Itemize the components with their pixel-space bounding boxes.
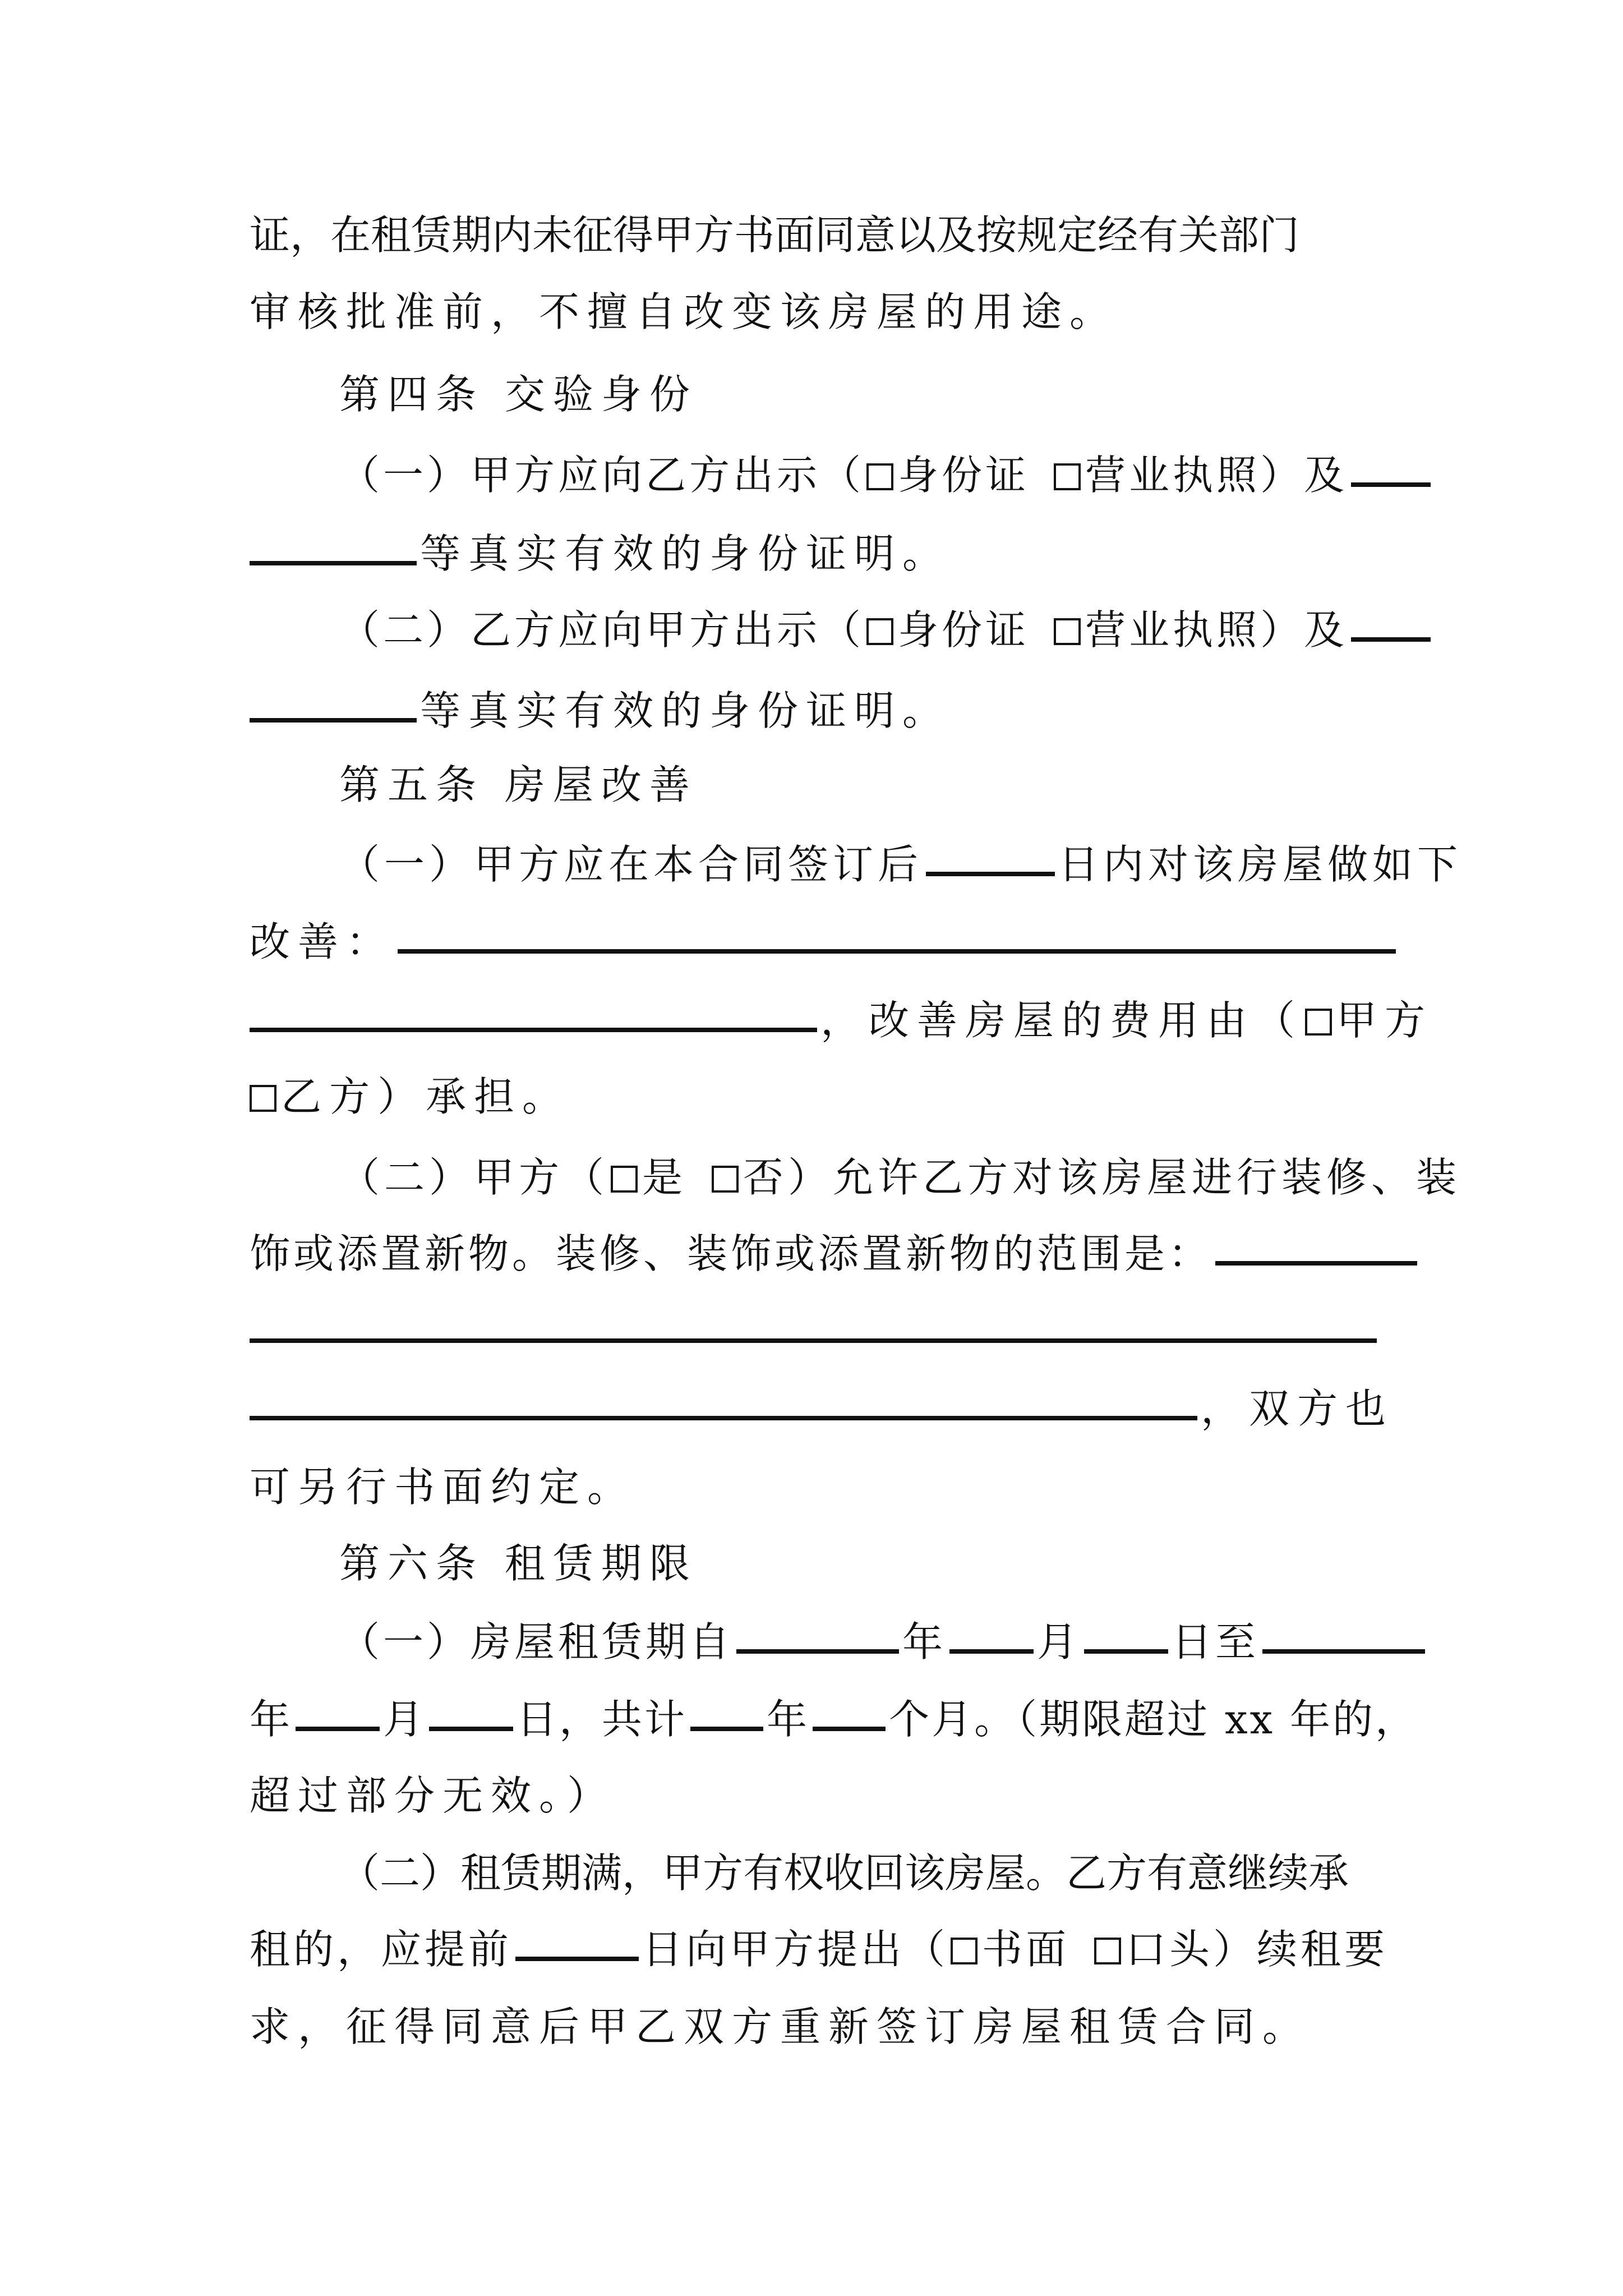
paragraph-text: 审核批准前，不擅自改变该房屋的用途。 xyxy=(250,288,1118,335)
article-6-item-1-cont xyxy=(250,1754,1382,1838)
clause-text: ，双方也 xyxy=(1201,1385,1394,1432)
article-5-item-2 xyxy=(339,1135,1461,1220)
total-months-field[interactable] xyxy=(813,1727,886,1731)
article-6-heading xyxy=(339,1521,1382,1605)
business-license-checkbox[interactable] xyxy=(1054,618,1081,645)
clause-text: 租的，应提前 xyxy=(250,1926,513,1973)
blank-field[interactable] xyxy=(926,872,1055,876)
clause-text: 饰或添置新物。装修、装饰或添置新物的范围是： xyxy=(250,1230,1212,1277)
article-5-item-1-cont xyxy=(250,900,1382,984)
checkbox-label: 甲方 xyxy=(1336,997,1433,1044)
blank-field[interactable] xyxy=(1351,482,1431,487)
party-a-checkbox[interactable] xyxy=(1305,1009,1332,1036)
article-title: 第四条 交验身份 xyxy=(339,371,698,418)
start-month-field[interactable] xyxy=(949,1649,1034,1654)
article-5-item-1-cont xyxy=(250,978,1433,1062)
total-years-field[interactable] xyxy=(690,1727,763,1731)
clause-text: 求，征得同意后甲乙双方重新签订房屋租赁合同。 xyxy=(250,2003,1311,2050)
clause-text: 日至 xyxy=(1172,1618,1260,1665)
checkbox-label: 乙方）承担。 xyxy=(281,1073,571,1120)
business-license-checkbox[interactable] xyxy=(1054,463,1081,490)
clause-text: （一）甲方应在本合同签订后 xyxy=(339,841,923,888)
article-5-item-1 xyxy=(339,822,1463,907)
clause-text: 月 xyxy=(383,1696,426,1743)
checkbox-label: 营业执照）及 xyxy=(1085,452,1348,499)
blank-field[interactable] xyxy=(1351,637,1431,642)
clause-text: 年 xyxy=(902,1618,947,1665)
article-title: 第五条 房屋改善 xyxy=(339,761,698,808)
clause-text: 可另行书面约定。 xyxy=(250,1464,636,1511)
article-5-item-2-cont xyxy=(250,1289,1382,1373)
clause-text: 个月。（期限超过 xx 年的， xyxy=(889,1696,1418,1743)
article-4-item-1 xyxy=(339,433,1382,517)
id-card-checkbox[interactable] xyxy=(866,463,893,490)
clause-text: 日向甲方提出（ xyxy=(642,1926,949,1973)
clause-text: （二）乙方应向甲方出示（ xyxy=(339,606,865,654)
article-5-item-2-cont xyxy=(250,1445,1382,1529)
clause-text: 超过部分无效。） xyxy=(250,1772,616,1819)
end-day-field[interactable] xyxy=(429,1727,513,1731)
article-6-item-1-cont xyxy=(250,1677,1418,1761)
article-4-heading xyxy=(339,352,1382,436)
clause-text: 日，共计 xyxy=(517,1696,688,1743)
id-card-checkbox[interactable] xyxy=(866,618,893,645)
written-checkbox[interactable] xyxy=(951,1938,978,1964)
clause-text: ，改善房屋的费用由（ xyxy=(820,997,1303,1044)
clause-text: 等真实有效的身份证明。 xyxy=(420,687,951,734)
end-month-field[interactable] xyxy=(296,1727,380,1731)
no-checkbox[interactable] xyxy=(712,1166,739,1193)
clause-text: 改善： xyxy=(250,918,395,965)
blank-field[interactable] xyxy=(250,561,417,565)
checkbox-label: 口头）续租要 xyxy=(1126,1926,1389,1973)
checkbox-label: 身份证 xyxy=(898,606,1030,654)
blank-field[interactable] xyxy=(250,718,417,723)
clause-text: 年 xyxy=(767,1696,810,1743)
article-6-item-2-cont xyxy=(250,1907,1389,1991)
blank-field[interactable] xyxy=(250,1028,817,1032)
end-year-field[interactable] xyxy=(1262,1649,1425,1654)
clause-text: 年 xyxy=(250,1696,293,1743)
checkbox-label: 身份证 xyxy=(898,452,1030,499)
blank-field[interactable] xyxy=(250,1338,1377,1343)
paragraph-text: 证，在租赁期内未征得甲方书面同意以及按规定经有关部门 xyxy=(250,211,1300,259)
start-year-field[interactable] xyxy=(736,1649,899,1654)
blank-field[interactable] xyxy=(1215,1261,1417,1266)
checkbox-label: 否）允许乙方对该房屋进行装修、装 xyxy=(743,1154,1461,1201)
article-6-item-2-cont xyxy=(250,1985,1382,2069)
party-b-checkbox[interactable] xyxy=(250,1085,276,1112)
article-5-item-1-cont xyxy=(250,1055,1382,1139)
article-4-item-2-cont xyxy=(250,669,1382,753)
article-6-item-1 xyxy=(339,1600,1382,1684)
clause-text: （一）甲方应向乙方出示（ xyxy=(339,452,865,499)
article-6-item-2 xyxy=(339,1831,1382,1915)
checkbox-label: 书面 xyxy=(982,1926,1070,1973)
verbal-checkbox[interactable] xyxy=(1094,1938,1121,1964)
article-4-item-2 xyxy=(339,588,1382,672)
blank-field[interactable] xyxy=(250,1416,1197,1420)
start-day-field[interactable] xyxy=(1084,1649,1168,1654)
paragraph-line xyxy=(250,193,1382,277)
blank-field[interactable] xyxy=(515,1957,639,1961)
article-4-item-1-cont xyxy=(250,512,1382,596)
article-5-heading xyxy=(339,743,1382,827)
clause-text: （二）租赁期满，甲方有权收回该房屋。乙方有意继续承 xyxy=(339,1849,1349,1897)
article-5-item-2-cont xyxy=(250,1366,1394,1451)
paragraph-line xyxy=(250,270,1382,354)
article-5-item-2-cont xyxy=(250,1212,1382,1296)
clause-text: （二）甲方（ xyxy=(339,1154,609,1201)
clause-text: 日内对该房屋做如下 xyxy=(1058,841,1463,888)
clause-text: 等真实有效的身份证明。 xyxy=(420,530,951,577)
clause-text: 月 xyxy=(1037,1618,1081,1665)
checkbox-label: 是 xyxy=(642,1154,688,1201)
yes-checkbox[interactable] xyxy=(611,1166,638,1193)
checkbox-label: 营业执照）及 xyxy=(1085,606,1348,654)
clause-text: （一）房屋租赁期自 xyxy=(339,1618,734,1665)
article-title: 第六条 租赁期限 xyxy=(339,1540,698,1587)
blank-field[interactable] xyxy=(398,949,1396,954)
